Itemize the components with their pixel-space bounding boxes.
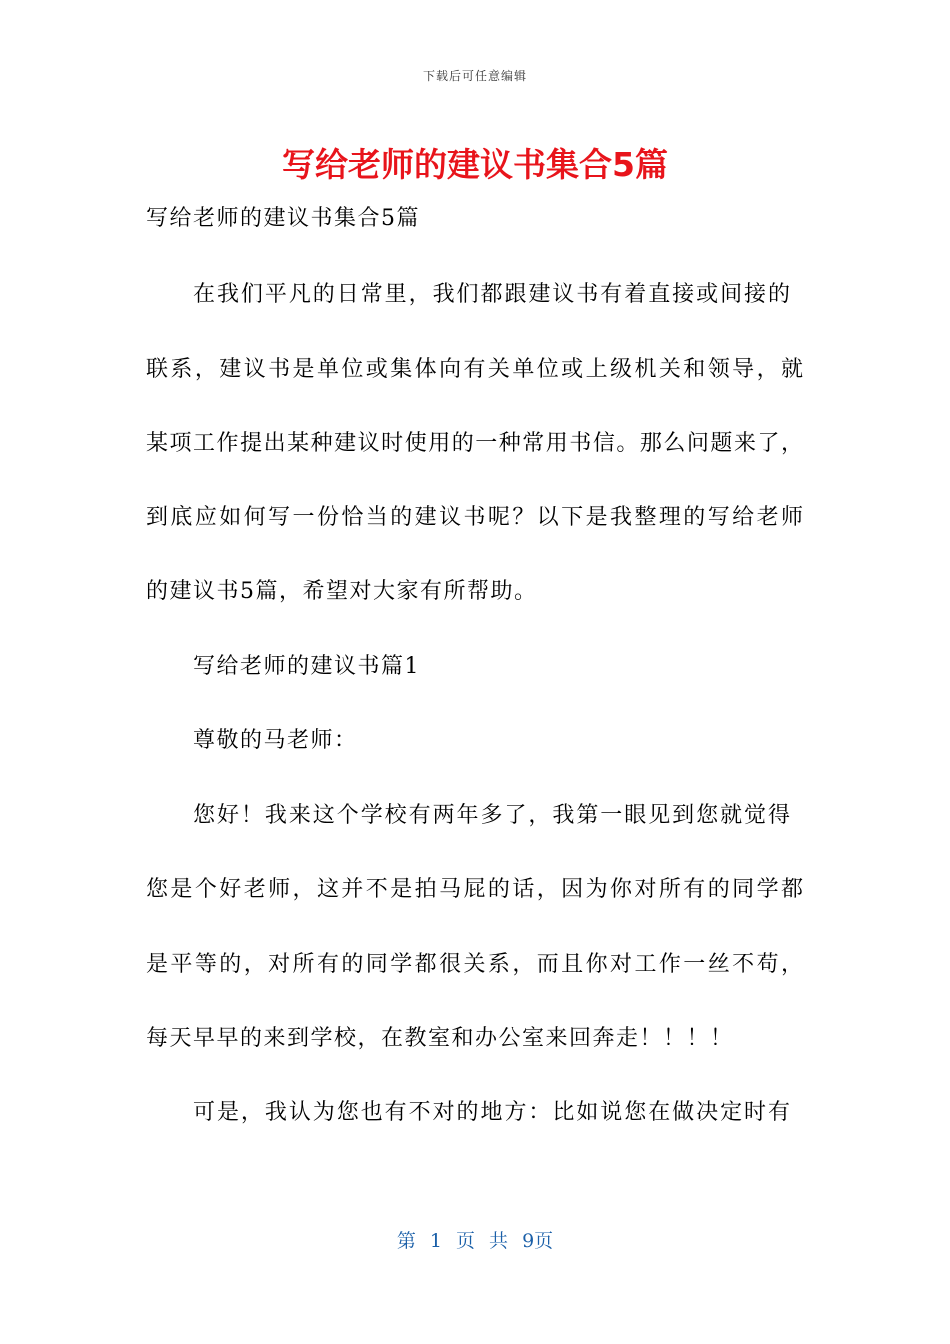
paragraph-line: 的建议书5篇，希望对大家有所帮助。 (146, 579, 538, 604)
paragraph-line: 每天早早的来到学校，在教室和办公室来回奔走！！！！ (146, 1026, 734, 1051)
paragraph-line: 在我们平凡的日常里，我们都跟建议书有着直接或间接的 (193, 282, 790, 307)
paragraph-line: 是平等的，对所有的同学都很关系，而且你对工作一丝不苟， (146, 952, 803, 977)
salutation: 尊敬的马老师： (193, 728, 358, 753)
paragraph-line: 某项工作提出某种建议时使用的一种常用书信。那么问题来了， (146, 431, 803, 456)
paragraph-line: 您是个好老师，这并不是拍马屁的话，因为你对所有的同学都 (146, 877, 803, 902)
section-heading: 写给老师的建议书篇1 (193, 654, 420, 679)
header-note: 下载后可任意编辑 (422, 69, 527, 83)
paragraph-line: 联系，建议书是单位或集体向有关单位或上级机关和领导，就 (146, 357, 803, 382)
paragraph-line: 可是，我认为您也有不对的地方：比如说您在做决定时有 (193, 1100, 790, 1125)
paragraph-line: 到底应如何写一份恰当的建议书呢？以下是我整理的写给老师 (146, 505, 803, 530)
document-title: 写给老师的建议书集合5篇 (282, 145, 668, 184)
paragraph-line: 您好！我来这个学校有两年多了，我第一眼见到您就觉得 (193, 803, 790, 828)
subtitle-line: 写给老师的建议书集合5篇 (146, 206, 420, 231)
page-number: 第 1 页 共 9页 (396, 1230, 554, 1252)
